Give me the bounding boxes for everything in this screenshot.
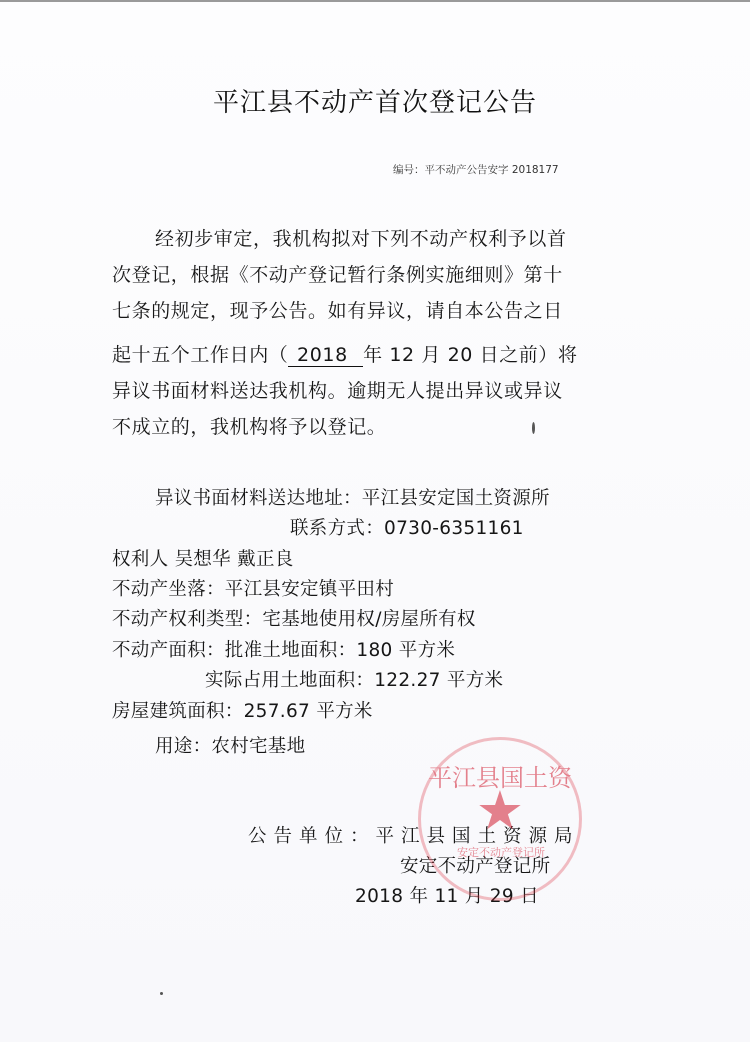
right-type: 不动产权利类型：宅基地使用权/房屋所有权	[112, 609, 476, 630]
seal-text: 平江县国土资	[428, 764, 572, 792]
objection-contact: 联系方式：0730-6351161	[290, 518, 524, 539]
body-line-3: 七条的规定，现予公告。如有异议，请自本公告之日	[112, 300, 563, 322]
body-line-1: 经初步审定，我机构拟对下列不动产权利予以首	[155, 228, 567, 250]
issue-date: 2018 年 11 月 29 日	[355, 886, 539, 907]
approved-area: 不动产面积：批准土地面积：180 平方米	[112, 640, 456, 661]
sub-issuer: 安定不动产登记所	[400, 856, 551, 877]
objection-address: 异议书面材料送达地址：平江县安定国土资源所	[155, 488, 550, 509]
deadline-suffix: 年 12 月 20 日之前）将	[363, 344, 578, 366]
rights-holders: 权利人 吴想华 戴正良	[112, 549, 294, 570]
star-icon: ★	[475, 779, 525, 842]
page-title: 平江县不动产首次登记公告	[212, 88, 537, 118]
body-line-6: 不成立的，我机构将予以登记。	[112, 416, 387, 438]
scan-speck	[532, 422, 535, 434]
property-location: 不动产坐落：平江县安定镇平田村	[112, 579, 395, 600]
actual-area: 实际占用土地面积：122.27 平方米	[205, 670, 504, 691]
seal-ring-text: 安定不动产登记所	[457, 846, 545, 859]
scan-speck	[160, 992, 163, 995]
issuer: 公告单位：平江县国土资源局	[248, 826, 580, 847]
usage: 用途：农村宅基地	[155, 736, 306, 757]
deadline-prefix: 起十五个工作日内（	[112, 344, 289, 366]
deadline-year: 2018	[288, 344, 363, 367]
body-line-4	[112, 340, 578, 367]
building-area: 房屋建筑面积：257.67 平方米	[112, 701, 373, 722]
body-line-5: 异议书面材料送达我机构。逾期无人提出异议或异议	[112, 380, 563, 402]
document-number: 编号：平不动产公告安字 2018177	[393, 164, 559, 176]
body-line-2: 次登记，根据《不动产登记暂行条例实施细则》第十	[112, 264, 563, 286]
